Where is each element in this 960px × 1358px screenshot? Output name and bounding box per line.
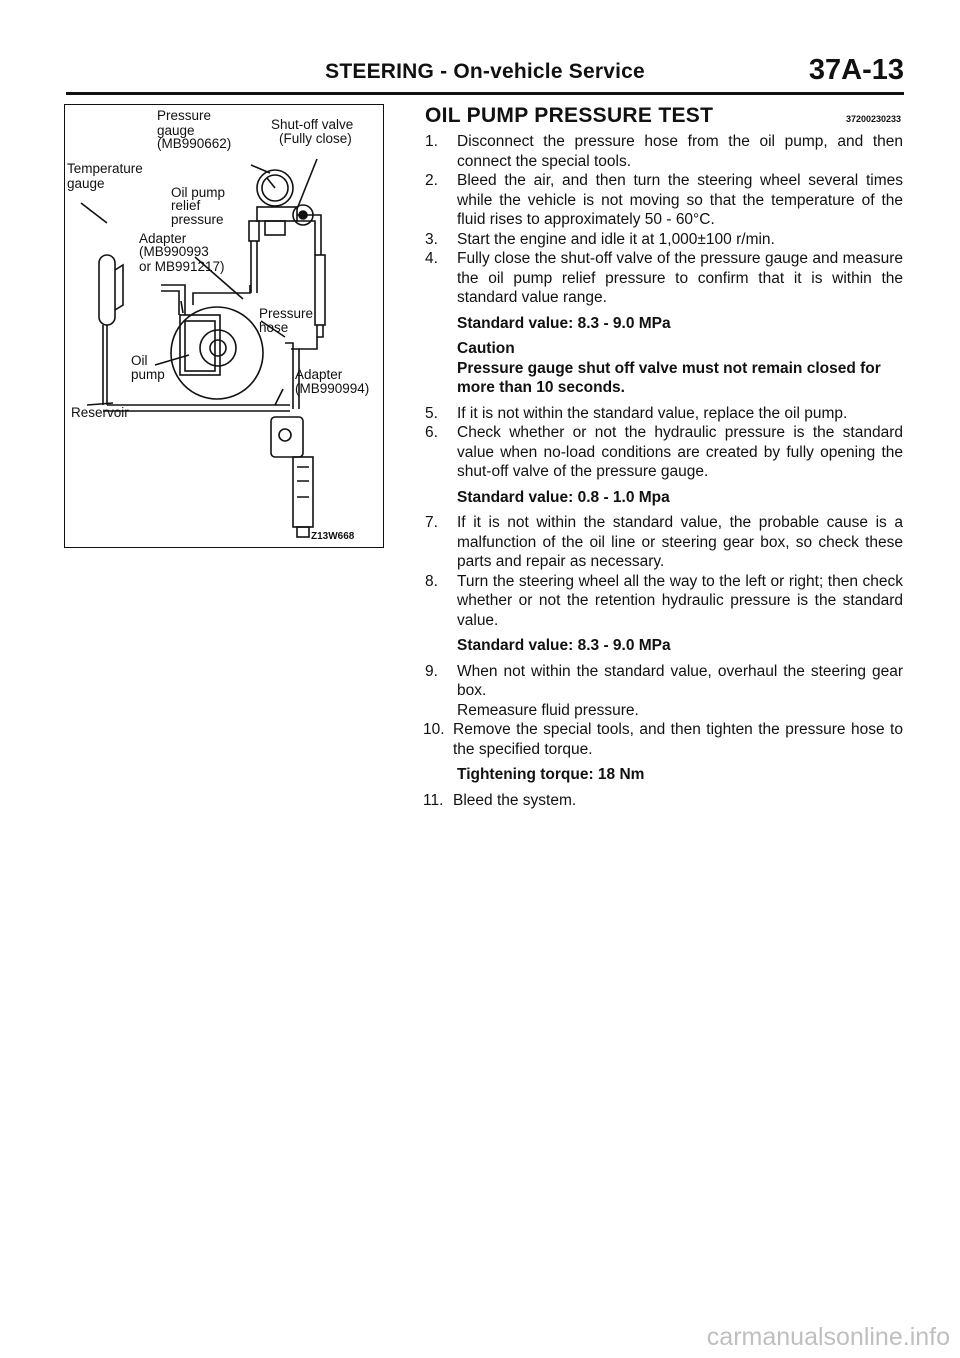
watermark: carmanualsonline.info [706, 1323, 950, 1351]
label-pressure-gauge-3: (MB990662) [157, 136, 232, 151]
label-pressure-gauge-2: gauge [157, 123, 195, 138]
label-adapter1-2: (MB990993 [139, 244, 209, 259]
spec-tightening-torque: Tightening torque: 18 Nm [457, 766, 645, 783]
procedure-text [425, 102, 903, 810]
step-4: 4. Fully close the shut-off valve of the pressure gauge and measure the oil pump relief pressure to confirm that it is within the standard value range. [425, 250, 903, 306]
step-8: 8. Turn the steering wheel all the way to the left or right; then check whether or not the retention hydraulic pressure is the standard value. [425, 572, 903, 629]
step-2: 2. Bleed the air, and then turn the steering wheel several times while the vehicle is not moving so that the temperature of the fluid rises to approximately 50 - 60°C. [425, 172, 903, 228]
pressure-test-diagram [65, 105, 385, 549]
label-temperature-1: Temperature [67, 161, 143, 176]
header-title: STEERING - On-vehicle Service [325, 60, 645, 83]
label-shutoff-2: (Fully close) [279, 131, 352, 146]
label-adapter2-2: (MB990994) [295, 381, 370, 396]
label-adapter1-3: or MB991217) [139, 259, 225, 274]
page-number: 37A-13 [808, 54, 904, 86]
step-5: 5. If it is not within the standard value, replace the oil pump. [425, 404, 848, 422]
step-10: 10. Remove the special tools, and then tighten the pressure hose to the specified torque. [423, 721, 903, 758]
label-pressure-gauge-1: Pressure [157, 108, 212, 123]
spec-retention-pressure: Standard value: 8.3 - 9.0 MPa [457, 637, 671, 654]
step-6: 6. Check whether or not the hydraulic pressure is the standard value when no-load conditions are created by fully opening the shut-off valve of the pressure gauge. [425, 424, 903, 480]
label-relief-3: pressure [171, 212, 224, 227]
figure-code: Z13W668 [311, 531, 355, 542]
step-1: 1. Disconnect the pressure hose from the oil pump, and then connect the special tools. [425, 133, 903, 170]
step-11: 11. Bleed the system. [423, 791, 577, 809]
label-relief-2: relief [171, 198, 201, 213]
section-code: 37200230233 [845, 114, 901, 124]
label-shutoff-1: Shut-off valve [271, 117, 354, 132]
caution-title: Caution [457, 340, 515, 357]
section-header [425, 102, 903, 132]
spec-noload-pressure: Standard value: 0.8 - 1.0 Mpa [457, 488, 670, 506]
label-temperature-2: gauge [67, 176, 105, 191]
spec-relief-pressure: Standard value: 8.3 - 9.0 MPa [457, 314, 671, 332]
step-7: 7. If it is not within the standard value, the probable cause is a malfunction of the oil line or steering gear box, so check these parts and repair as necessary. [425, 514, 903, 570]
label-adapter2-1: Adapter [295, 367, 343, 382]
label-hose-1: Pressure [259, 306, 314, 321]
pressure-test-figure [64, 104, 384, 548]
page-header [66, 56, 904, 95]
caution-block [457, 339, 903, 398]
gearbox-head [271, 417, 303, 457]
caution-text: Pressure gauge shut off valve must not remain closed for more than 10 seconds. [457, 359, 881, 396]
step-9: 9. When not within the standard value, overhaul the steering gear box. Remeasure fluid pressure. [425, 662, 903, 719]
label-oilpump-1: Oil [131, 353, 148, 368]
step-3: 3. Start the engine and idle it at 1,000±100 r/min. [425, 230, 775, 248]
label-reservoir: Reservoir [71, 405, 129, 420]
label-hose-2: hose [259, 320, 289, 335]
label-adapter1-1: Adapter [139, 231, 187, 246]
reservoir-shape [99, 255, 115, 325]
section-title: OIL PUMP PRESSURE TEST [425, 104, 714, 127]
label-relief-1: Oil pump [171, 185, 226, 200]
label-oilpump-2: pump [131, 367, 165, 382]
